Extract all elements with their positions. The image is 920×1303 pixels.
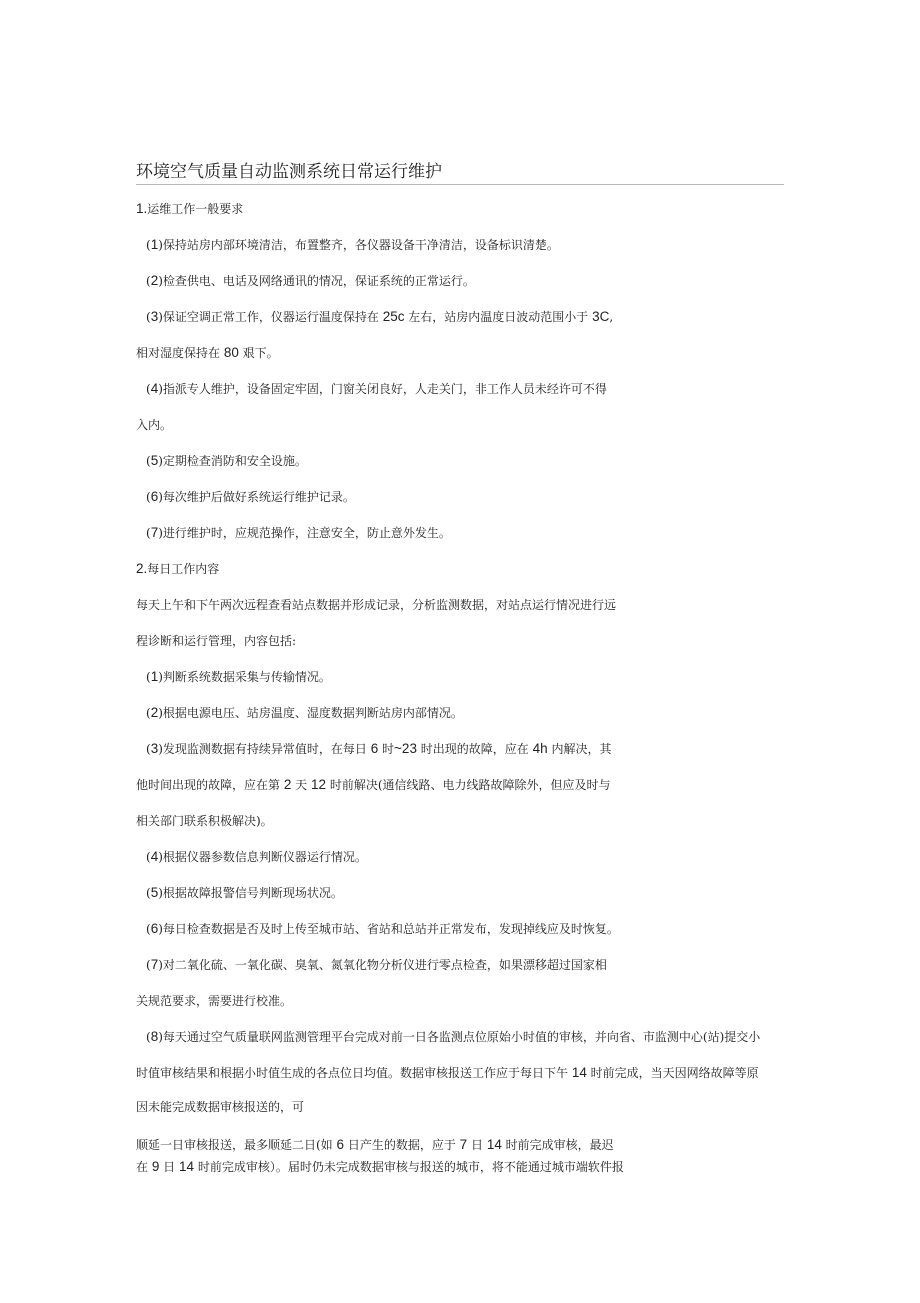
paragraph-line: 时值审核结果和根据小时值生成的各点位日均值。数据审核报送工作应于每日下午 14 时前完成，当天因网络故障等原 <box>136 1065 759 1080</box>
paragraph-line: 在 9 日 14 时前完成审核）。届时仍未完成数据审核与报送的城市，将不能通过城市端软件报 <box>136 1159 624 1174</box>
document-title: 环境空气质量自动监测系统日常运行维护 <box>136 162 442 182</box>
paragraph-line: (4)指派专人维护，设备固定牢固，门窗关闭良好，人走关门，非工作人员未经许可不得 <box>146 381 607 396</box>
paragraph-line: (2)检查供电、电话及网络通讯的情况，保证系统的正常运行。 <box>146 273 475 288</box>
paragraph-line: 顺延一日审核报送，最多顺延二日(如 6 日产生的数据，应于 7 日 14 时前完成审核，最迟 <box>136 1137 614 1152</box>
paragraph-line: (8)每天通过空气质量联网监测管理平台完成对前一日各监测点位原始小时值的审核，并向省、市监测中心(站)提交小 <box>146 1029 761 1044</box>
paragraph-line: 每天上午和下午两次远程查看站点数据并形成记录，分析监测数据，对站点运行情况进行远 <box>136 598 617 612</box>
paragraph-line: 他时间出现的故障，应在第 2 天 12 时前解决(通信线路、电力线路故障除外，但应及时与 <box>136 777 611 792</box>
paragraph-line: 因未能完成数据审核报送的，可 <box>136 1100 305 1114</box>
section-heading-2: 2.每日工作内容 <box>136 561 220 576</box>
paragraph-line: (5)根据故障报警信号判断现场状况。 <box>146 885 343 900</box>
paragraph-line: 入内。 <box>136 418 173 432</box>
paragraph-line: (1)保持站房内部环境清洁，布置整齐，各仪器设备干净清洁，设备标识清楚。 <box>146 237 559 252</box>
paragraph-line: 相对湿度保持在 80 艰下。 <box>136 345 279 360</box>
paragraph-line: 程诊断和运行管理，内容包括: <box>136 634 297 648</box>
paragraph-line: (6)每日检查数据是否及时上传至城市站、省站和总站并正常发布，发现掉线应及时恢复。 <box>146 921 619 936</box>
paragraph-line: (7)对二氧化硫、一氧化碳、臭氧、氮氧化物分析仪进行零点检查，如果漂移超过国家相 <box>146 957 607 972</box>
paragraph-line: (1)判断系统数据采集与传输情况。 <box>146 669 331 684</box>
title-underline <box>136 184 784 185</box>
paragraph-line: (3)发现监测数据有持续异常值时，在每日 6 时~23 时出现的故障，应在 4h 内解决，其 <box>146 741 612 756</box>
paragraph-line: (4)根据仪器参数信息判断仪器运行情况。 <box>146 849 367 864</box>
paragraph-line: 相关部门联系积极解决)。 <box>136 814 273 828</box>
paragraph-line: (2)根据电源电压、站房温度、湿度数据判断站房内部情况。 <box>146 705 463 720</box>
paragraph-line: (7)进行维护时，应规范操作，注意安全，防止意外发生。 <box>146 525 451 540</box>
paragraph-line: (3)保证空调正常工作，仪器运行温度保持在 25c 左右，站房内温度日波动范围小于 3C, <box>146 309 614 324</box>
section-heading-1: 1.运维工作一般要求 <box>136 201 244 216</box>
paragraph-line: (5)定期检查消防和安全设施。 <box>146 453 307 468</box>
paragraph-line: (6)每次维护后做好系统运行维护记录。 <box>146 489 355 504</box>
paragraph-line: 关规范要求，需要进行校准。 <box>136 994 293 1008</box>
